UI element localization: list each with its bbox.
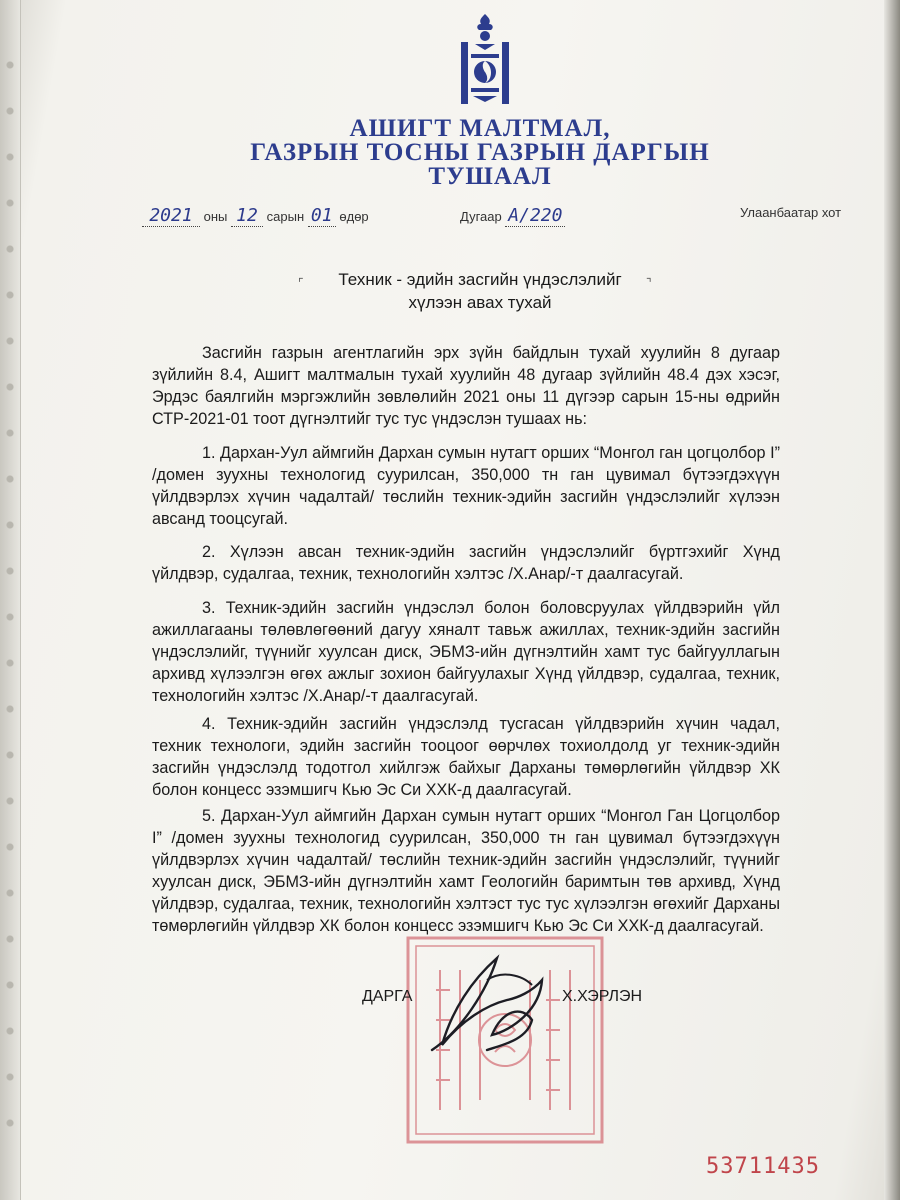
date-field: [142, 205, 369, 227]
date-year-suffix: оны: [203, 209, 228, 224]
date-year: 2021: [142, 205, 200, 227]
order-item-5: 5. Дархан-Уул аймгийн Дархан сумын нутагт орших “Монгол Ган Цогцолбор I” /домен зуухны технологид суурилсан, 350,000 тн ган цувимал бүтээгдэхүүн үйлдвэрлэх хүчин чадалтай/ төслийн техник-эдийн засгийн үндэслэлийг, түүнийг хуулсан диск, ЭБМЗ-ийн дүгнэлтийн хамт Геологийн баримтын төв архивд, Хүнд үйлдвэр, судалгаа, техник, технологийн хэлтэст тус тус хүлээлгэн өгөхийг Дарханы төмөрлөгийн үйлдвэр ХК болон концесс эзэмшигч Кью Эс Си ХХК-д даалгасугай.: [152, 807, 780, 935]
date-month: 12: [231, 205, 263, 227]
place-of-issue: Улаанбаатар хот: [740, 205, 842, 220]
order-item-3: 3. Техник-эдийн засгийн үндэслэл болон боловсруулах үйлдвэрийн үйл ажиллагааны төлөвлөгөөний дагуу хяналт тавьж ажиллах, техник-эдийн засгийн үндэслэлийг, түүнийг хуулсан диск, ЭБМЗ-ийн дүгнэлтийн хамт тус байгууллагын архивд хүлээлгэн өгөх ажлыг зохион байгуулахыг Хүнд үйлдвэр, судалгаа, техник, технологийн хэлтэс /Х.Анар/-т даалгасугай.: [152, 599, 780, 705]
order-number-field: [460, 205, 565, 227]
order-item-4: 4. Техник-эдийн засгийн үндэслэлд тусгасан үйлдвэрийн хүчин чадал, техник технологи, эдийн засгийн тооцоог өөрчлөх тохиолдолд уг техник-эдийн засгийн үндэслэлд тодотгол хийлгэж байхыг Дарханы төмөрлөгийн үйлдвэр ХК болон концесс эзэмшигч Кью Эс Си ХХК-д даалгасугай.: [152, 715, 780, 799]
order-number: А/220: [505, 205, 565, 227]
signer-name: Х.ХЭРЛЭН: [562, 988, 643, 1005]
document-type: ТУШААЛ: [428, 163, 552, 190]
org-title-line2: ГАЗРЫН ТОСНЫ ГАЗРЫН ДАРГЫН: [250, 139, 710, 166]
date-day-suffix: өдөр: [339, 209, 369, 224]
subject-line1: Техник - эдийн засгийн үндэслэлийг: [338, 270, 622, 289]
soyombo-emblem-icon: [455, 12, 515, 107]
order-number-label: Дугаар: [460, 209, 502, 224]
binder-holes: [5, 60, 15, 1160]
subject-line2: хүлээн авах тухай: [408, 293, 552, 312]
subject-bracket-left: ⌜: [298, 276, 304, 290]
binder-strip: [0, 0, 21, 1200]
subject-bracket-right: ⌝: [646, 276, 652, 290]
org-title-line1: АШИГТ МАЛТМАЛ,: [349, 115, 611, 142]
signer-title: ДАРГА: [362, 988, 413, 1005]
date-month-suffix: сарын: [266, 209, 305, 224]
serial-number-stamp: 53711435: [706, 1154, 820, 1179]
date-day: 01: [308, 205, 336, 227]
handwritten-signature: [392, 950, 562, 1070]
order-item-2: 2. Хүлээн авсан техник-эдийн засгийн үндэслэлийг бүртгэхийг Хүнд үйлдвэр, судалгаа, техник, технологийн хэлтэс /Х.Анар/-т даалгасугай.: [152, 543, 780, 583]
subject-heading: [200, 268, 760, 314]
preamble-paragraph: Засгийн газрын агентлагийн эрх зүйн байдлын тухай хуулийн 8 дугаар зүйлийн 8.4, Ашигт малтмалын тухай хуулийн 48 дугаар зүйлийн 48.4 дэх хэсэг, Эрдэс баялгийн мэргэжлийн зөвлөлийн 2021 оны 11 дүгээр сарын 15-ны өдрийн СТР-2021-01 тоот дүгнэлтийг тус тус үндэслэн тушаах нь:: [152, 344, 780, 428]
page-edge-shadow: [884, 0, 900, 1200]
order-item-1: 1. Дархан-Уул аймгийн Дархан сумын нутагт орших “Монгол ган цогцолбор I” /домен зуухны технологид суурилсан, 350,000 тн ган цувимал бүтээгдэхүүн үйлдвэрлэх хүчин чадалтай/ төслийн техник-эдийн засгийн үндэслэлийг хүлээн авсанд тооцсугай.: [152, 444, 780, 528]
